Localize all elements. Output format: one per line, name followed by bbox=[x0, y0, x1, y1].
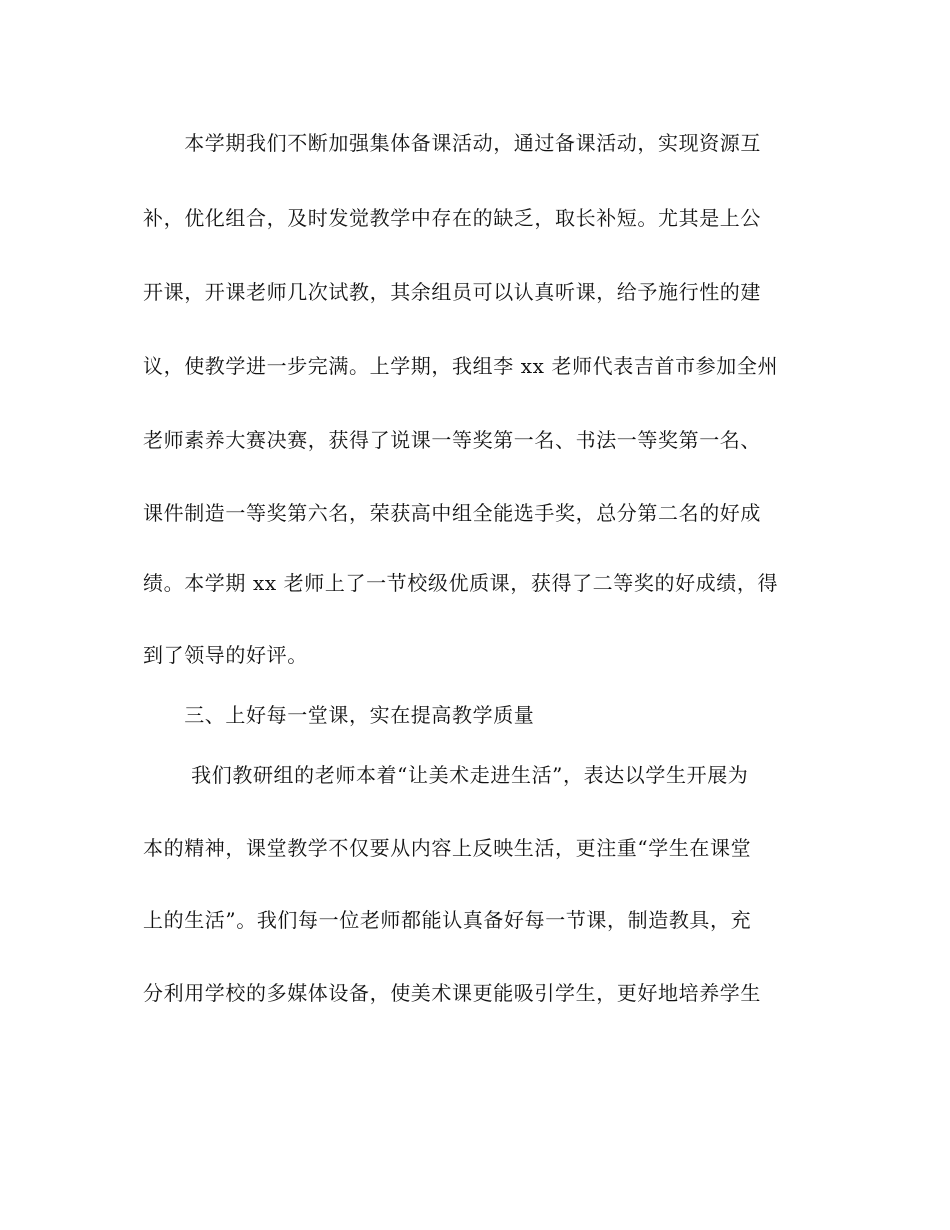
paragraph-line: 我们教研组的老师本着“让美术走进生活”，表达以学生开展为 bbox=[143, 763, 749, 787]
paragraph-line: 开课，开课老师几次试教，其余组员可以认真听课，给予施行性的建 bbox=[143, 280, 761, 304]
paragraph-line: 分利用学校的多媒体设备，使美术课更能吸引学生，更好地培养学生 bbox=[143, 981, 761, 1005]
paragraph-line: 上的生活”。我们每一位老师都能认真备好每一节课，制造教具，充 bbox=[143, 908, 752, 932]
paragraph-line: 补，优化组合，及时发觉教学中存在的缺乏，取长补短。尤其是上公 bbox=[143, 206, 761, 230]
paragraph-line: 老师素养大赛决赛，获得了说课一等奖第一名、书法一等奖第一名、 bbox=[143, 428, 761, 452]
paragraph-line: 本学期我们不断加强集体备课活动，通过备课活动，实现资源互 bbox=[143, 131, 761, 155]
paragraph-line: 本的精神，课堂教学不仅要从内容上反映生活，更注重“学生在课堂 bbox=[143, 836, 752, 860]
paragraph-line: 到了领导的好评。 bbox=[143, 643, 308, 667]
paragraph-line: 课件制造一等奖第六名，荣获高中组全能选手奖，总分第二名的好成 bbox=[143, 501, 761, 525]
paragraph-line: 议，使教学进一步完满。上学期，我组李 xx 老师代表吉首市参加全州 bbox=[143, 354, 779, 378]
section-heading: 三、上好每一堂课，实在提高教学质量 bbox=[143, 703, 535, 727]
paragraph-line: 绩。本学期 xx 老师上了一节校级优质课，获得了二等奖的好成绩，得 bbox=[143, 571, 779, 595]
